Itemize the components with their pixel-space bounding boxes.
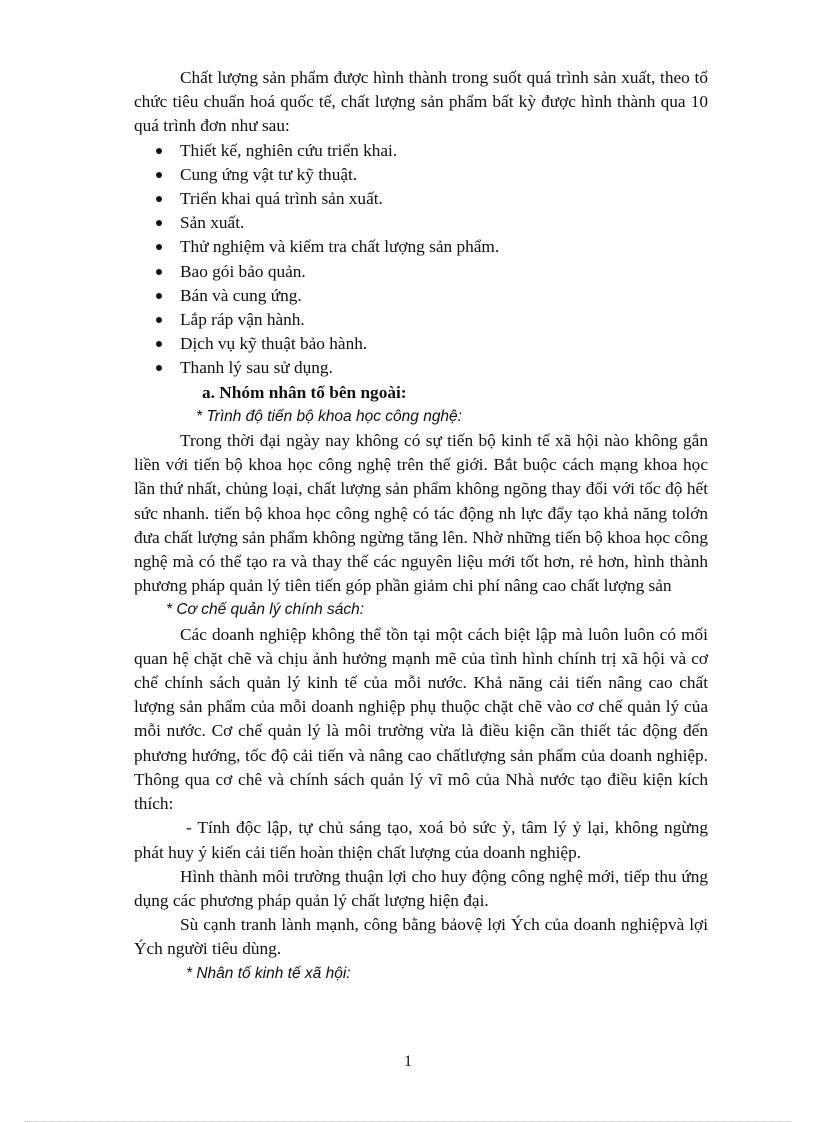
section-heading: a. Nhóm nhân tố bên ngoài: [202, 382, 407, 402]
intro-paragraph: Chất lượng sản phẩm được hình thành trong suốt quá trình sản xuất, theo tổ chức tiêu chuẩn hoá quốc tế, chất lượng sản phẩm bất kỳ được hình thành qua 10 quá trình đơn như sau: [134, 68, 708, 136]
technology-paragraph: Trong thời đại ngày nay không có sự tiến bộ kinh tế xã hội nào không gắn liền với tiến bộ khoa học công nghệ trên thế giới. Bắt buộc cách mạng khoa học lần thứ nhất, chủng loại, chất lượng sản phẩm không ngõng thay đổi với tốc độ hết sức nhanh. tiến bộ khoa học công nghệ có tác động nh lực đẩy tạo khả năng tolớn đưa chất lượng sản phẩm không ngừng tăng lên. Nhờ những tiến bộ khoa học công nghệ mà có thể tạo ra và thay thế các nguyên liệu mới tốt hơn, rẻ hơn, hình thành phương pháp quản lý tiên tiến góp phần giảm chi phí nâng cao chất lượng sản [134, 431, 708, 596]
environment-paragraph: Hình thành môi trường thuận lợi cho huy động công nghệ mới, tiếp thu ứng dụng các phương pháp quản lý chất lượng hiện đại. [134, 866, 708, 910]
bullet-icon [156, 172, 162, 178]
competition-paragraph: Sù cạnh tranh lành mạnh, công bằng bảovệ lợi Ých của doanh nghiệpvà lợi Ých người tiêu dùng. [134, 915, 708, 959]
list-item: Thiết kế, nghiên cứu triển khai. [134, 139, 708, 163]
list-item: Triển khai quá trình sản xuất. [134, 187, 708, 211]
list-item: Dịch vụ kỹ thuật bảo hành. [134, 332, 708, 356]
list-item: Cung ứng vật tư kỹ thuật. [134, 163, 708, 187]
list-item: Thử nghiệm và kiểm tra chất lượng sản phẩm. [134, 235, 708, 259]
bullet-icon [156, 317, 162, 323]
page-bottom-divider [24, 1121, 792, 1122]
process-list [134, 139, 708, 381]
bullet-icon [156, 293, 162, 299]
list-item: Sản xuất. [134, 211, 708, 235]
bullet-icon [156, 148, 162, 154]
subsection-title-policy: * Cơ chế quản lý chính sách: [166, 601, 365, 619]
dash-item: - Tính độc lập, tự chủ sáng tạo, xoá bỏ sức ỳ, tâm lý ỷ lại, không ngừng phát huy ý kiến cải tiến hoàn thiện chất lượng của doanh nghiệp. [134, 818, 708, 862]
list-item: Thanh lý sau sử dụng. [134, 356, 708, 380]
policy-paragraph: Các doanh nghiệp không thể tồn tại một cách biệt lập mà luôn luôn có mối quan hệ chặt chẽ và chịu ảnh hưởng mạnh mẽ của tình hình chính trị xã hội và cơ chế chính sách quản lý kinh tế của mỗi nước. Khả năng cải tiến nâng cao chất lượng sản phẩm của mỗi doanh nghiệp phụ thuộc chặt chẽ vào cơ chế quản lý của mỗi nước. Cơ chế quản lý là môi trường vừa là điều kiện cần thiết tác động đến phương hướng, tốc độ cải tiến và nâng cao chấtlượng sản phẩm của doanh nghiệp. Thông qua cơ chê và chính sách quản lý vĩ mô của Nhà nước tạo điều kiện kích thích: [134, 624, 708, 814]
bullet-icon [156, 244, 162, 250]
list-item: Bao gói bảo quản. [134, 260, 708, 284]
bullet-icon [156, 196, 162, 202]
bullet-icon [156, 269, 162, 275]
bullet-icon [156, 220, 162, 226]
subsection-title-technology: * Trình độ tiến bộ khoa học công nghệ: [196, 407, 462, 425]
bullet-icon [156, 365, 162, 371]
list-item: Bán và cung ứng. [134, 284, 708, 308]
document-page [134, 66, 708, 986]
list-item: Lắp ráp vận hành. [134, 308, 708, 332]
subsection-title-socioeconomic: * Nhân tố kinh tế xã hội: [186, 964, 351, 982]
bullet-icon [156, 341, 162, 347]
page-number: 1 [404, 1053, 412, 1070]
